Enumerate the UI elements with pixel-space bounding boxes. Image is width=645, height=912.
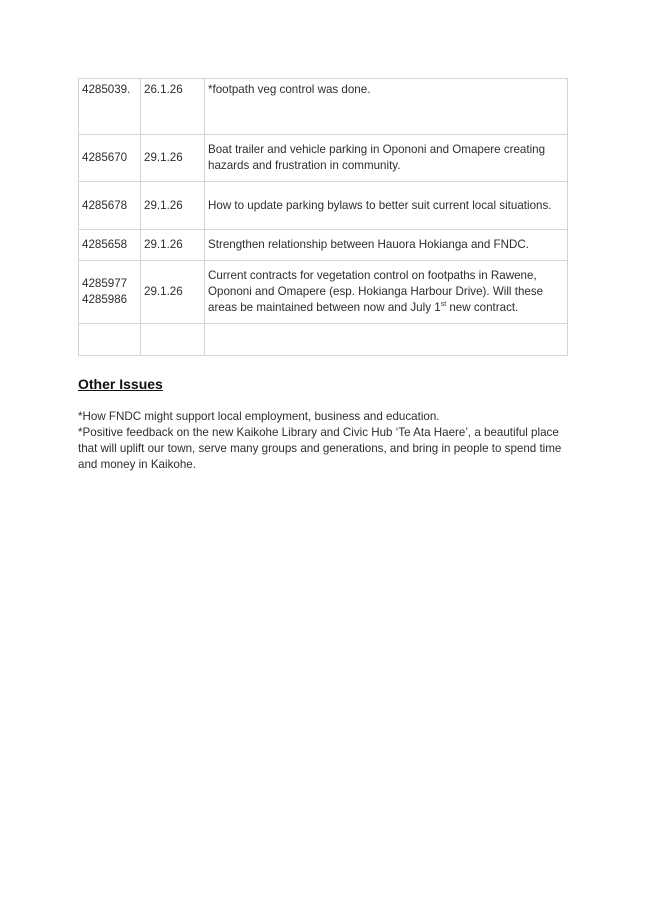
table-row (79, 261, 568, 324)
issue-id: 4285670 (79, 135, 141, 182)
issue-id: 4285658 (79, 230, 141, 261)
issue-description: How to update parking bylaws to better suit current local situations. (205, 182, 568, 230)
issue-date (141, 324, 205, 356)
issue-description: *footpath veg control was done. (205, 79, 568, 135)
table-row-empty (79, 324, 568, 356)
issue-description: Boat trailer and vehicle parking in Opononi and Omapere creating hazards and frustration in community. (205, 135, 568, 182)
other-issue-item: *Positive feedback on the new Kaikohe Library and Civic Hub ‘Te Ata Haere’, a beautiful place that will uplift our town, serve many groups and generations, and bring in people to spend time and money in Kaikohe. (78, 426, 562, 471)
table-row (79, 135, 568, 182)
issue-id (79, 324, 141, 356)
issue-id: 4285039. (79, 79, 141, 135)
issue-id-secondary: 4285986 (82, 293, 128, 306)
issues-table (78, 78, 568, 356)
issue-id (79, 261, 141, 324)
issue-id-primary: 4285977 (82, 277, 128, 290)
issue-description-text: Current contracts for vegetation control on footpaths in Rawene, Opononi and Omapere (esp. Hokianga Harbour Drive). Will these areas be maintained between now and July 1 (208, 269, 544, 314)
other-issue-item: *How FNDC might support local employment, business and education. (78, 410, 440, 423)
issue-description (205, 324, 568, 356)
issue-date: 29.1.26 (141, 135, 205, 182)
ordinal-suffix: st (440, 301, 447, 309)
table-row (79, 182, 568, 230)
issue-date: 29.1.26 (141, 261, 205, 324)
table-row (79, 79, 568, 135)
other-issues-list (78, 409, 578, 473)
table-row (79, 230, 568, 261)
issue-date: 29.1.26 (141, 230, 205, 261)
issue-id: 4285678 (79, 182, 141, 230)
issue-date: 29.1.26 (141, 182, 205, 230)
issue-description (205, 261, 568, 324)
other-issues-heading: Other Issues (78, 376, 163, 392)
issue-description: Strengthen relationship between Hauora Hokianga and FNDC. (205, 230, 568, 261)
issue-date: 26.1.26 (141, 79, 205, 135)
issue-description-tail: new contract. (446, 301, 519, 314)
